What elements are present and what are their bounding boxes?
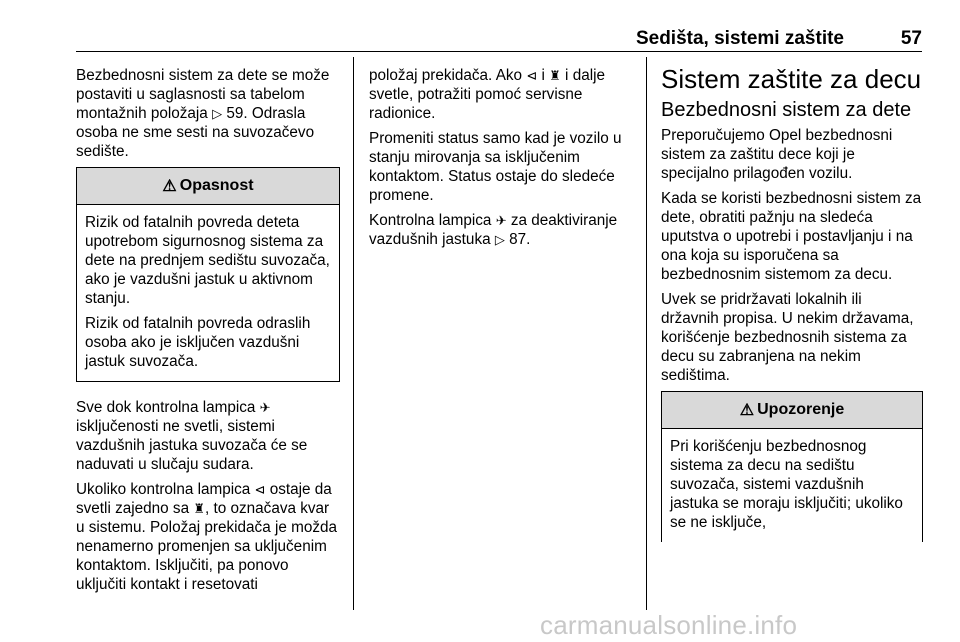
paragraph: Uvek se pridržavati lokalnih ili državnih propisa. U nekim državama, korišćenje bezbednosnih sistema za decu su zabranjena na nekim sedištima. (661, 291, 914, 384)
paragraph: Bezbednosni sistem za dete se može postaviti u saglasnosti sa tabelom montažnih položaja ▷ 59. Odrasla osoba ne sme sesti na suvozačevo sedište. (76, 67, 330, 160)
danger-text: Rizik od fatalnih povreda odraslih osoba ako je isključen vazdušni jastuk suvozača. (85, 315, 311, 370)
paragraph: Ukoliko kontrolna lampica ⊲ ostaje da svetli zajedno sa ♜, to označava kvar u sistemu. Položaj prekidača je možda nenamerno promenjen sa uključenim kontaktom. Isključiti, pa ponovo uključiti kontakt i resetovati (76, 481, 338, 593)
reference-arrow-icon: ▷ (212, 106, 223, 121)
airbag-off-icon: ✈ (495, 213, 507, 228)
paragraph: Kada se koristi bezbednosni sistem za dete, obratiti pažnju na sledeća uputstva o upotrebi i postavljanju i na ona koja su isporučena sa bezbednosnim sistemom za decu. (661, 190, 922, 283)
warning-triangle-icon: ⚠ (162, 178, 177, 195)
column-3 (661, 64, 923, 558)
danger-box-header (77, 168, 339, 205)
column-divider-1 (353, 57, 354, 610)
paragraph: Promeniti status samo kad je vozilo u stanju mirovanja sa isključenim kontaktom. Status ostaje do sledeće promene. (369, 130, 622, 204)
column-2 (369, 66, 637, 255)
danger-box-body (77, 205, 339, 381)
warning-box-body (662, 429, 922, 542)
seat-icon: ♜ (549, 68, 561, 83)
seat-icon: ♜ (193, 501, 205, 516)
warning-triangle-icon: ⚠ (739, 402, 755, 419)
column-1 (76, 66, 340, 600)
paragraph: Kontrolna lampica ✈ za deaktiviranje vazdušnih jastuka ▷ 87. (369, 212, 618, 248)
page-header (76, 28, 922, 50)
reference-arrow-icon: ▷ (494, 232, 505, 247)
danger-text: Rizik od fatalnih povreda deteta upotrebom sigurnosnog sistema za dete na prednjem sedištu suvozača, ako je vazdušni jastuk u aktivnom stanju. (85, 214, 330, 307)
paragraph: Sve dok kontrolna lampica ✈ isključenosti ne svetli, sistemi vazdušnih jastuka suvozača će se naduvati u slučaju sudara. (76, 399, 308, 473)
column-divider-2 (646, 57, 647, 610)
airbag-off-icon: ✈ (259, 400, 271, 415)
page-number: 57 (900, 28, 922, 49)
warning-box-header (662, 392, 922, 429)
airbag-lamp-icon: ⊲ (526, 68, 538, 83)
paragraph: Preporučujemo Opel bezbednosni sistem za zaštitu dece koji je specijalno prilagođen vozilu. (661, 127, 893, 182)
warning-box (661, 391, 923, 542)
subsection-heading: Bezbednosni sistem za dete (661, 99, 912, 121)
paragraph: položaj prekidača. Ako ⊲ i ♜ i dalje svetle, potražiti pomoć servisne radionice. (369, 67, 606, 122)
warning-text: Pri korišćenju bezbednosnog sistema za decu na sedištu suvozača, sistemi vazdušnih jastuka se moraju isključiti; ukoliko se ne isključe, (670, 438, 903, 531)
section-heading: Sistem zaštite za decu (661, 64, 922, 94)
warning-title: Upozorenje (757, 401, 845, 418)
danger-box (76, 167, 340, 382)
watermark: carmanualsonline.info (540, 610, 798, 640)
page-title: Sedišta, sistemi zaštite (635, 28, 844, 49)
airbag-lamp-icon: ⊲ (254, 482, 266, 497)
header-divider (76, 51, 922, 52)
danger-title: Opasnost (179, 177, 254, 194)
